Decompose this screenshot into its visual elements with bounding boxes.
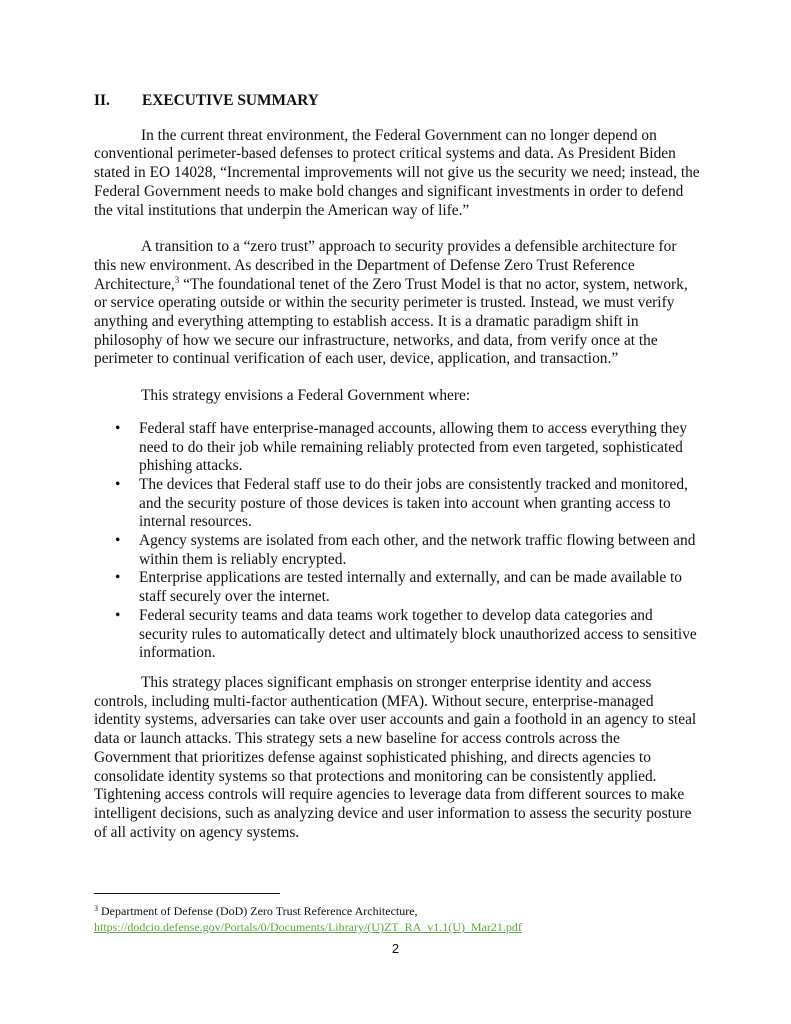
bullet-icon: • [115, 532, 121, 550]
paragraph-3: This strategy envisions a Federal Government where: [141, 387, 471, 405]
list-item-text: Federal security teams and data teams work together to develop data categories and security rules to automatically detect and ultimately block unauthorized access to sensitive information. [139, 606, 697, 662]
section-number: II. [94, 92, 110, 109]
footnote-reference[interactable]: 3 [174, 274, 180, 285]
footnote-divider [94, 893, 280, 894]
paragraph-2-quote: “The foundational tenet of the Zero Trust Model is that no actor, system, network, or service operating outside or within the security perimeter is trusted. Instead, we must verify anything and everything attempting to establish access. It is a dramatic paradigm shift in philosophy of how we secure our infrastructure, networks, and data, from verify once at the perimeter to continual verification of each user, device, application, and transaction.” [94, 275, 688, 368]
list-item [94, 569, 700, 606]
bullet-icon: • [115, 569, 121, 587]
section-title: EXECUTIVE SUMMARY [142, 92, 319, 109]
document-body [94, 92, 700, 860]
list-item-text: Enterprise applications are tested internally and externally, and can be made available to staff securely over the internet. [139, 569, 683, 606]
list-item [94, 476, 700, 532]
paragraph-1: In the current threat environment, the Federal Government can no longer depend on conventional perimeter-based defenses to protect critical systems and data. As President Biden stated in EO 14028, “Incremental improvements will not give us the security we need; instead, the Federal Government needs to make bold changes and significant investments in order to defend the vital institutions that underpin the American way of life.” [94, 126, 700, 219]
page-number: 2 [391, 941, 400, 956]
bullet-icon: • [115, 606, 121, 624]
list-item-text: The devices that Federal staff use to do their jobs are consistently tracked and monitored, and the security posture of those devices is taken into account when granting access to internal resources. [139, 475, 688, 531]
paragraph-4: This strategy places significant emphasis on stronger enterprise identity and access controls, including multi-factor authentication (MFA). Without secure, enterprise-managed identity systems, adversaries can take over user accounts and gain a foothold in an agency to steal data or launch attacks. This strategy sets a new baseline for access controls across the Government that prioritizes defense against sophisticated phishing, and directs agencies to consolidate identity systems so that protections and monitoring can be consistently applied. Tightening access controls will require agencies to leverage data from different sources to make intelligent decisions, such as analyzing device and user information to assess the security posture of all activity on agency systems. [94, 673, 697, 841]
paragraph-2 [94, 238, 700, 369]
list-item [94, 420, 700, 476]
footnote [94, 893, 714, 935]
bullet-icon: • [115, 475, 121, 493]
footnote-number: 3 [94, 904, 98, 913]
section-heading [94, 92, 700, 111]
list-item-text: Federal staff have enterprise-managed accounts, allowing them to access everything they need to do their job while remaining reliably protected from even targeted, sophisticated phishing attacks. [139, 419, 688, 475]
bullet-list [94, 420, 700, 663]
footnote-link[interactable]: https://dodcio.defense.gov/Portals/0/Documents/Library/(U)ZT_RA_v1.1(U)_Mar21.pdf [94, 920, 522, 934]
bullet-icon: • [115, 419, 121, 437]
list-item-text: Agency systems are isolated from each other, and the network traffic flowing between and within them is reliably encrypted. [139, 532, 696, 568]
paragraph-2-text: A transition to a “zero trust” approach to security provides a defensible architecture for this new environment. As described in the Department of Defense Zero Trust Reference Architecture, [94, 238, 677, 293]
list-item [94, 532, 700, 569]
footnote-text: Department of Defense (DoD) Zero Trust Reference Architecture, [98, 904, 418, 918]
list-item [94, 607, 700, 663]
